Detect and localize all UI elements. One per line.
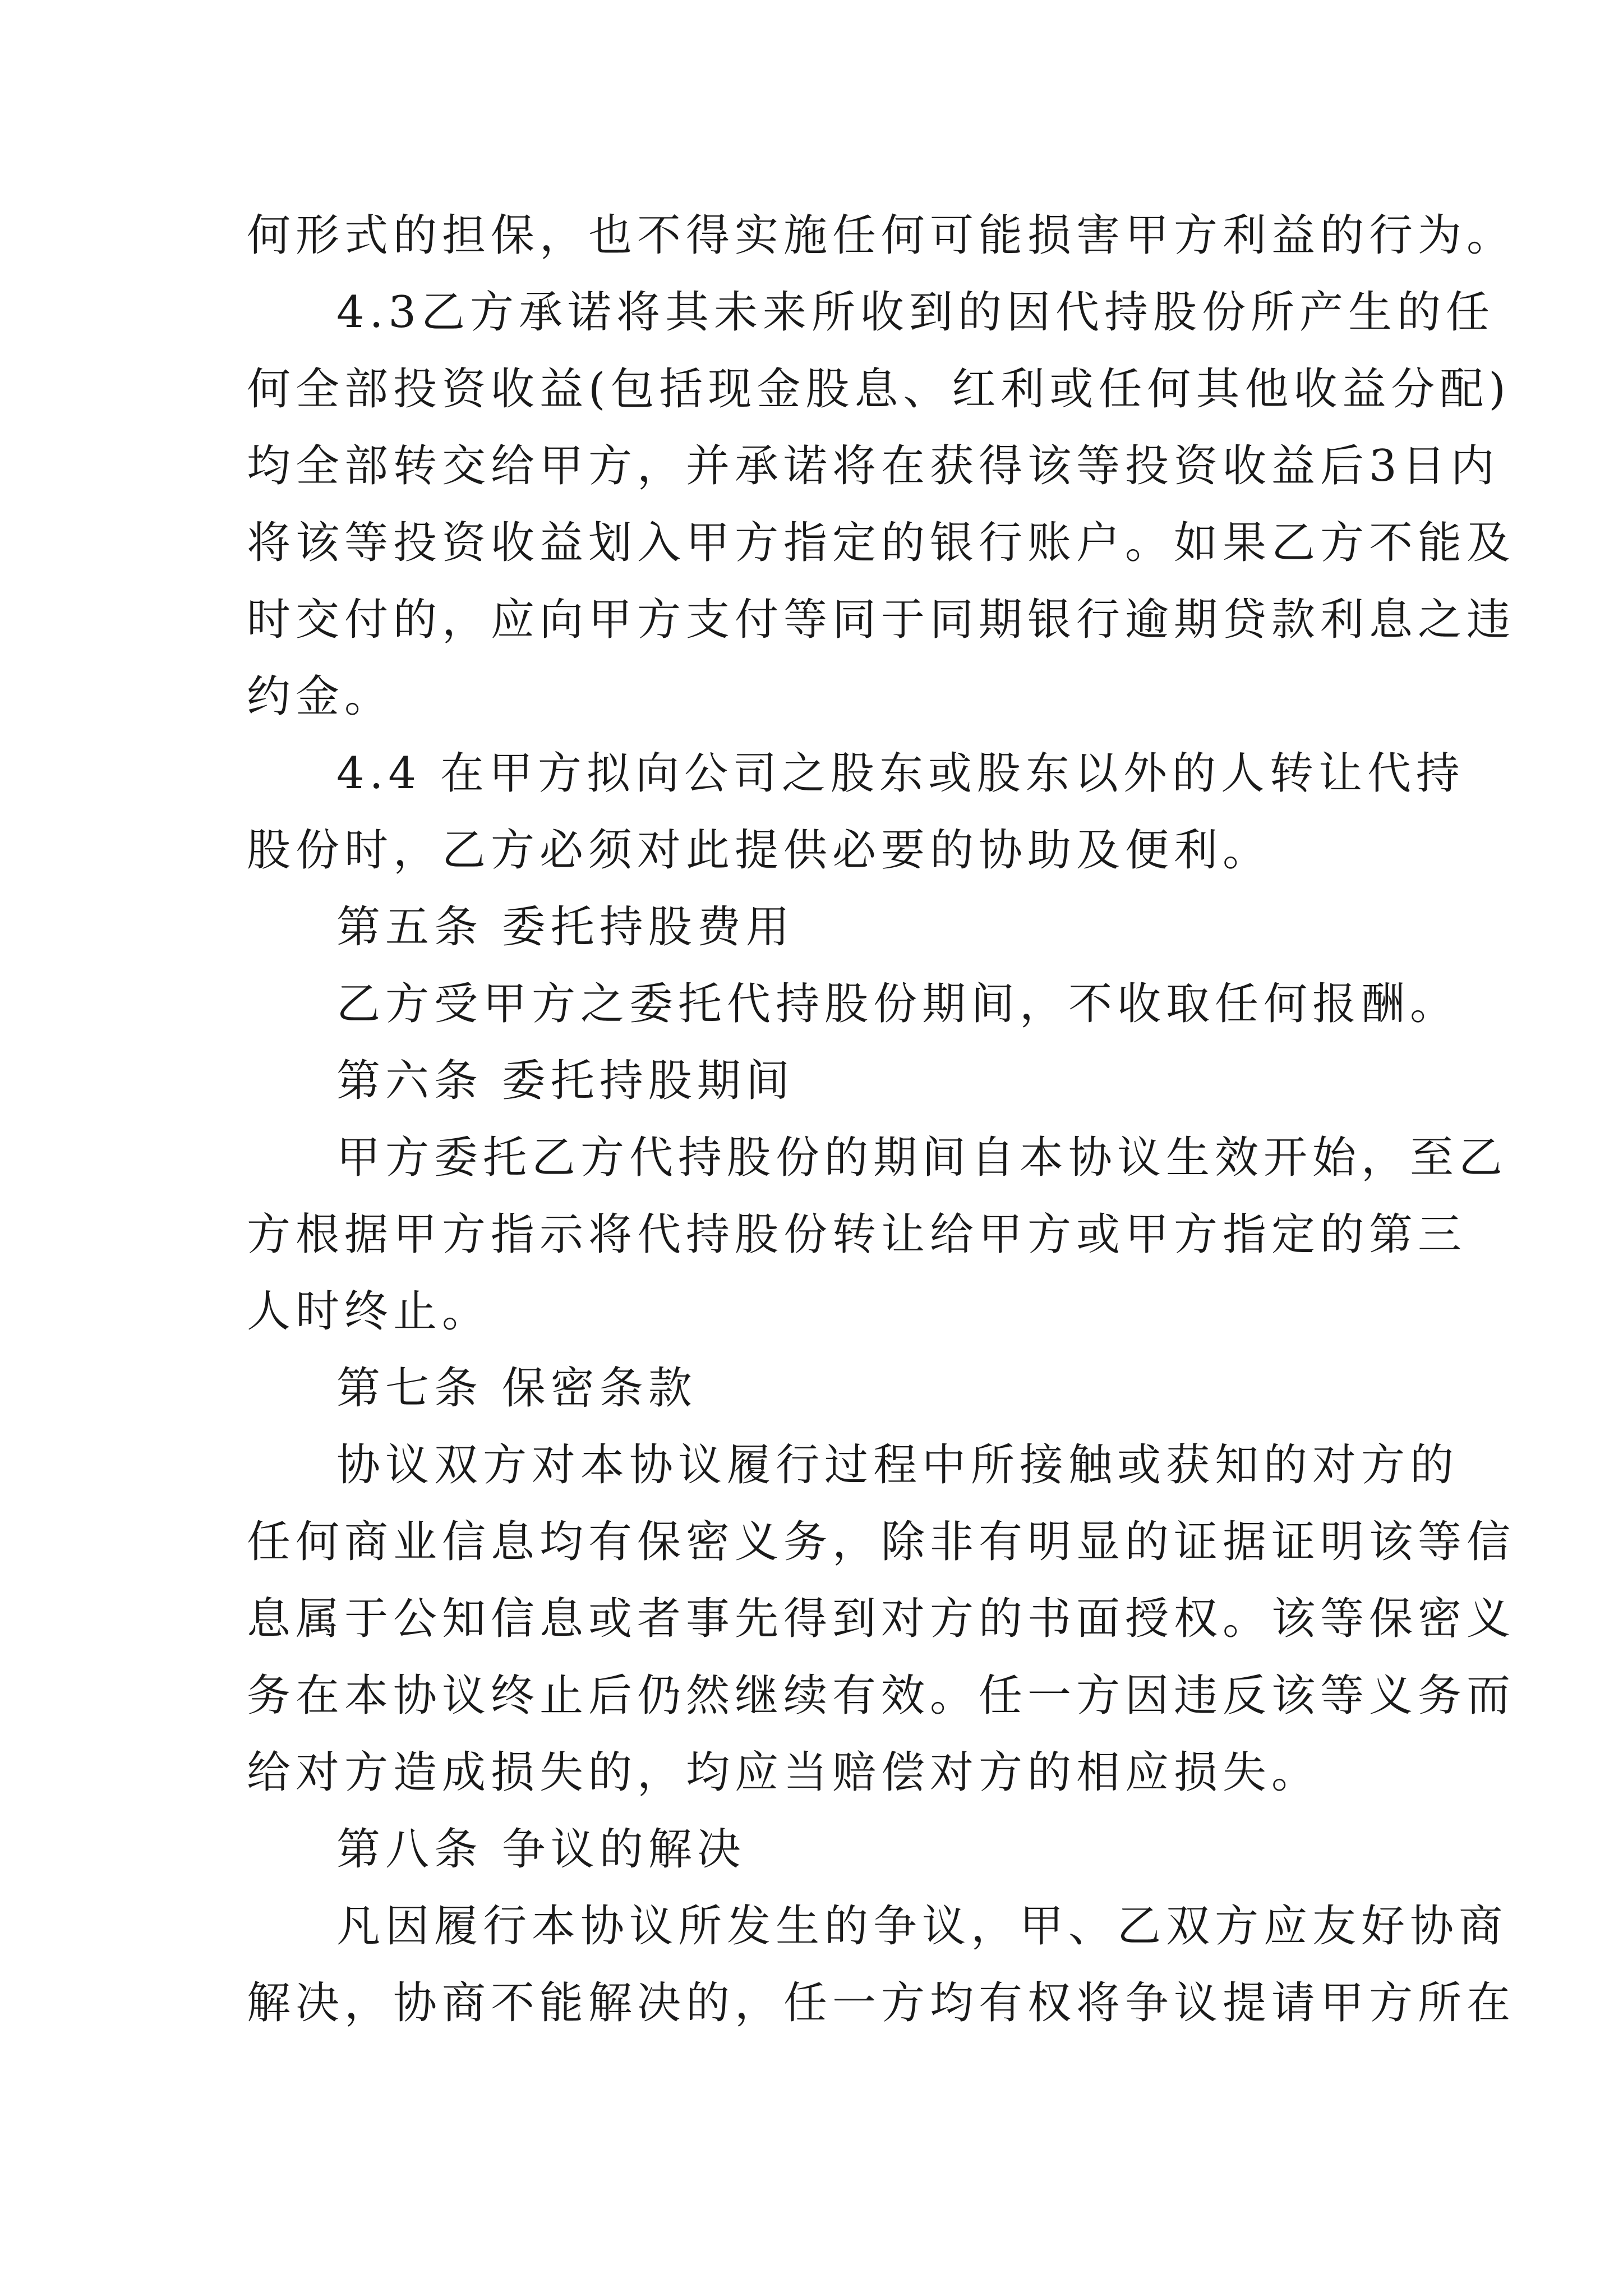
paragraph — [247, 1043, 1394, 1120]
paragraph — [247, 735, 1465, 889]
text-line: 股份时，乙方必须对此提供必要的协助及便利。 — [247, 825, 1272, 876]
text-line: 第五条 委托持股费用 — [336, 902, 795, 953]
text-line: 4.3乙方承诺将其未来所收到的因代持股份所产生的任 — [336, 287, 1495, 338]
text-line: 乙方受甲方之委托代持股份期间，不收取任何报酬。 — [336, 979, 1459, 1029]
text-line: 给对方造成损失的，均应当赔偿对方的相应损失。 — [247, 1747, 1321, 1798]
text-line: 第七条 保密条款 — [336, 1363, 697, 1414]
paragraph — [247, 1811, 1394, 1888]
paragraph — [247, 1350, 1394, 1427]
paragraph — [247, 1120, 1508, 1350]
paragraph — [247, 889, 1394, 966]
text-line: 方根据甲方指示将代持股份转让给甲方或甲方指定的第三 — [247, 1209, 1467, 1260]
paragraph — [247, 197, 1516, 274]
paragraph — [247, 1888, 1516, 2042]
paragraph — [247, 966, 1459, 1043]
text-line: 均全部转交给甲方，并承诺将在获得该等投资收益后3日内 — [247, 441, 1500, 491]
text-line: 息属于公知信息或者事先得到对方的书面授权。该等保密义 — [247, 1594, 1516, 1644]
text-line: 约金。 — [247, 671, 394, 722]
text-line: 时交付的，应向甲方支付等同于同期银行逾期贷款利息之违 — [247, 595, 1516, 645]
text-line: 协议双方对本协议履行过程中所接触或获知的对方的 — [336, 1440, 1459, 1490]
paragraph — [247, 274, 1516, 735]
text-line: 何形式的担保，也不得实施任何可能损害甲方利益的行为。 — [247, 210, 1516, 261]
text-line: 何全部投资收益(包括现金股息、红利或任何其他收益分配) — [247, 364, 1511, 415]
text-line: 第六条 委托持股期间 — [336, 1056, 795, 1106]
text-line: 凡因履行本协议所发生的争议，甲、乙双方应友好协商 — [336, 1901, 1508, 1952]
text-line: 解决，协商不能解决的，任一方均有权将争议提请甲方所在 — [247, 1978, 1516, 2028]
text-line: 务在本协议终止后仍然继续有效。任一方因违反该等义务而 — [247, 1671, 1516, 1721]
text-line: 人时终止。 — [247, 1286, 491, 1337]
text-line: 第八条 争议的解决 — [336, 1824, 746, 1875]
text-line: 4.4 在甲方拟向公司之股东或股东以外的人转让代持 — [336, 748, 1465, 799]
text-line: 甲方委托乙方代持股份的期间自本协议生效开始，至乙 — [336, 1133, 1508, 1183]
text-line: 任何商业信息均有保密义务，除非有明显的证据证明该等信 — [247, 1517, 1516, 1567]
document-body — [247, 197, 1516, 2042]
text-line: 将该等投资收益划入甲方指定的银行账户。如果乙方不能及 — [247, 518, 1516, 568]
paragraph — [247, 1427, 1516, 1811]
